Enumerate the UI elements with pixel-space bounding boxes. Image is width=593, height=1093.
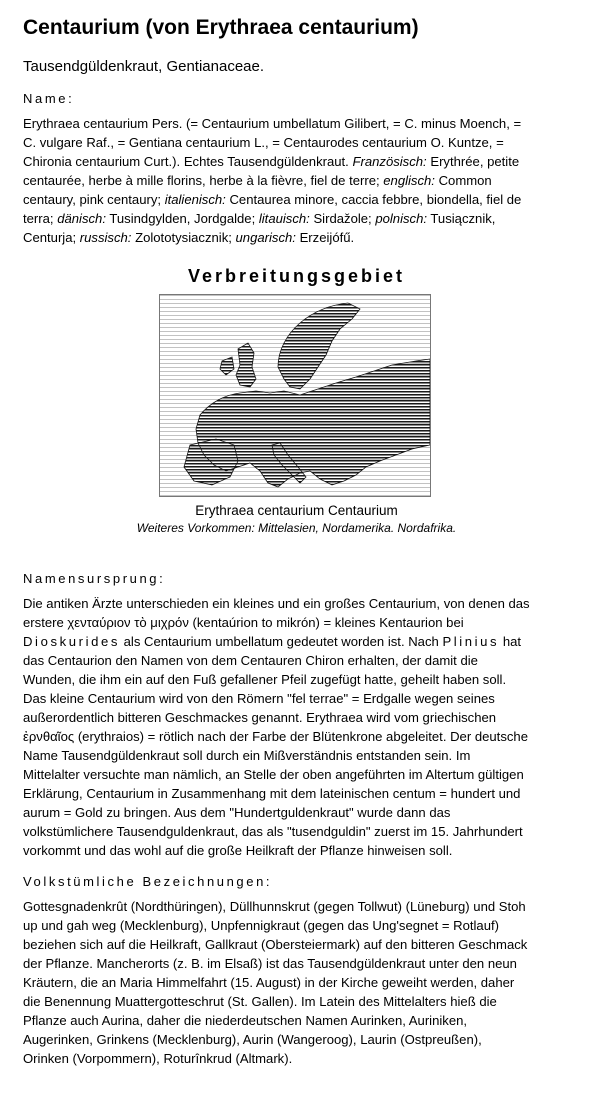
name-line: Erythraea centaurium Pers. (= Centaurium umbellatum Gilibert, = C. minus Moench, =	[23, 116, 522, 131]
origin-heading: Namensursprung:	[23, 571, 166, 586]
origin-line: aurum = Gold zu bringen. Aus dem "Hundertguldenkraut" wurde dann das	[23, 805, 451, 820]
folk-line: der Pflanze. Mancherorts (z. B. im Elsaß) ist das Tausendgüldenkraut unter den neun	[23, 956, 517, 971]
folk-line: beziehen sich auf die Heilkraft, Gallkraut (Obersteiermark) auf den bitteren Geschmack	[23, 937, 528, 952]
folk-line: Gottesgnadenkrût (Nordthüringen), Düllhunnskrut (gegen Tollwut) (Lüneburg) und Stoh	[23, 899, 526, 914]
folk-line: die Benennung Muattergotteschrut (St. Gallen). Im Latein des Mittelalters hieß die	[23, 994, 497, 1009]
origin-line: Dioskurides als Centaurium umbellatum gedeutet worden ist. Nach Plinius hat	[23, 634, 522, 649]
name-line: Chironia centaurium Curt.). Echtes Tausendgüldenkraut. Französisch: Erythrée, petite	[23, 154, 520, 169]
folk-names-heading: Volkstümliche Bezeichnungen:	[23, 874, 273, 889]
europe-map-image	[160, 295, 430, 496]
folk-line: Kräutern, die an Maria Himmelfahrt (15. August) in der Kirche geweiht werden, daher	[23, 975, 515, 990]
origin-line: Die antiken Ärzte unterschieden ein kleines und ein großes Centaurium, von denen das	[23, 596, 530, 611]
name-line: Centurja; russisch: Zolototysiacznik; ungarisch: Erzeijófű.	[23, 230, 355, 245]
origin-line: erstere χενταύριον τὸ μιχρόν (kentaúrion to mikrón) = kleines Kentaurion bei	[23, 615, 464, 630]
page-subtitle: Tausendgüldenkraut, Gentianaceae.	[23, 58, 265, 75]
origin-line: volkstümlichere Tausendguldenkraut, das als "tusendguldin" zuerst im 15. Jahrhundert	[23, 824, 523, 839]
origin-line: vorkommt und das wohl auf die große Heilkraft der Pflanze hinweisen soll.	[23, 843, 453, 858]
name-line: centaury, pink centaury; italienisch: Centaurea minore, caccia febbre, biondella, fiel de	[23, 192, 522, 207]
folk-line: Augerinken, Grinkens (Mecklenburg), Aurin (Wangeroog), Laurin (Ostpreußen),	[23, 1032, 482, 1047]
distribution-map-title: Verbreitungsgebiet	[187, 266, 406, 286]
origin-line: ἐρνθαῖος (erythraios) = rötlich nach der Farbe der Blütenkrone abgeleitet. Der deutsche	[23, 729, 528, 744]
origin-line: Erklärung, Centaurium in Zusammenhang mit dem lateinischen centum = hundert und	[23, 786, 521, 801]
author-plinius: Plinius	[442, 634, 500, 649]
page-title: Centaurium (von Erythraea centaurium)	[23, 16, 419, 39]
folk-line: up und gah weg (Mecklenburg), Unpfennigkraut (gegen das Ung'segnet = Rotlauf)	[23, 918, 499, 933]
folk-line: Orinken (Vorpommern), Roturînkrud (Altmark).	[23, 1051, 293, 1066]
map-caption: Erythraea centaurium Centaurium	[195, 503, 398, 518]
name-heading: Name:	[23, 91, 75, 106]
origin-paragraph	[23, 594, 571, 860]
name-line: C. vulgare Raf., = Gentiana centaurium L., = Centaurodes centaurium O. Kuntze, =	[23, 135, 504, 150]
origin-line: Wunden, die ihm ein auf den Fuß gefallener Pfeil zugefügt hatte, geheilt haben soll.	[23, 672, 507, 687]
origin-line: das Centaurion den Namen von dem Centauren Chiron erhalten, der damit die	[23, 653, 478, 668]
map-subcaption: Weiteres Vorkommen: Mittelasien, Nordamerika. Nordafrika.	[136, 521, 457, 535]
origin-line: Mittelalter versuchte man nämlich, an Stelle der oben angeführten im Altertum gültigen	[23, 767, 524, 782]
name-paragraph	[23, 114, 571, 247]
origin-line: Das kleine Centaurium wird von den Römern "fel terrae" = Erdgalle wegen seines	[23, 691, 495, 706]
folk-line: Pflanze auch Aurina, daher die niederdeutschen Namen Aurinken, Auriniken,	[23, 1013, 468, 1028]
name-line: terra; dänisch: Tusindgylden, Jordgalde; litauisch: Sirdažole; polnisch: Tusiącznik,	[23, 211, 496, 226]
name-line: centaurée, herbe à mille florins, herbe à la fièvre, fiel de terre; englisch: Common	[23, 173, 492, 188]
origin-line: außerordentlich bitteren Geschmackes genannt. Erythraea wird vom griechischen	[23, 710, 497, 725]
origin-line: Name Tausendgüldenkraut soll durch ein Mißverständnis entstanden sein. Im	[23, 748, 471, 763]
author-dioskurides: Dioskurides	[23, 634, 121, 649]
distribution-map	[159, 294, 431, 497]
folk-names-paragraph	[23, 897, 571, 1068]
